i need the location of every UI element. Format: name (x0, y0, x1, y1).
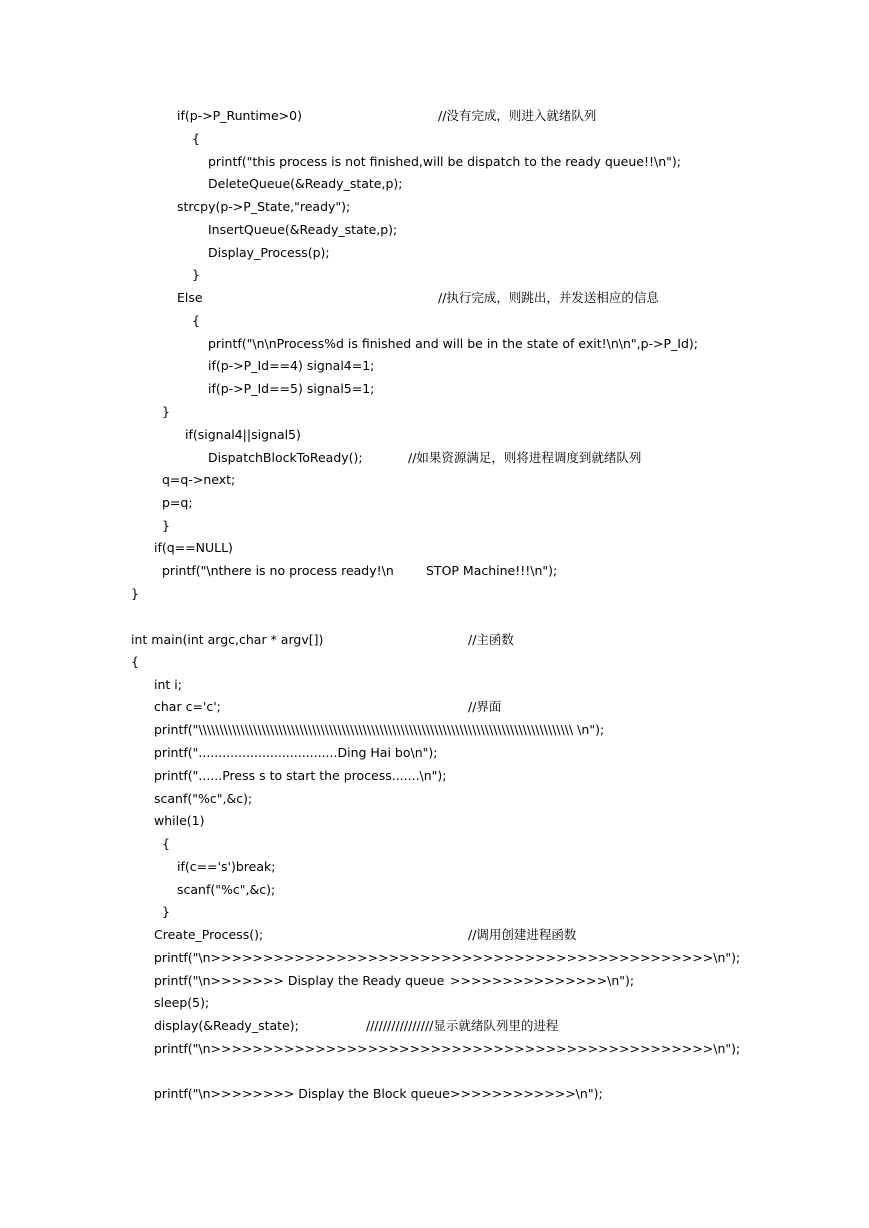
code-text: } (162, 904, 170, 919)
code-comment: //如果资源满足，则将进程调度到就绪队列 (408, 450, 642, 465)
code-text: if(signal4||signal5) (185, 427, 301, 442)
code-line (0, 743, 869, 763)
code-line (0, 948, 869, 968)
code-text: printf("\n>>>>>>>>>>>>>>>>>>>>>>>>>>>>>>>>>>>>>>>>>>>>>>>>\n"); (154, 950, 741, 965)
code-line (0, 288, 869, 308)
code-text: printf("this process is not finished,will be dispatch to the ready queue!!\n"); (208, 154, 681, 169)
code-line (0, 1016, 869, 1036)
code-text: if(p->P_Id==4) signal4=1; (208, 358, 375, 373)
code-text: printf("\n\nProcess%d is finished and will be in the state of exit!\n\n",p->P_Id); (208, 336, 699, 351)
code-text: printf("\\\\\\\\\\\\\\\\\\\\\\\\\\\\\\\\\\\\\\\\\\\\\\\\\\\\\\\\\\\\\\\\\\\\\\\\\\\\\\\\\\\\\\\\\ \n"); (154, 722, 605, 737)
code-text: if(q==NULL) (154, 540, 233, 555)
code-text: char c='c'; (154, 699, 221, 714)
code-text: q=q->next; (162, 472, 236, 487)
code-comment: //执行完成，则跳出，并发送相应的信息 (438, 290, 659, 305)
code-line (0, 174, 869, 194)
code-line (0, 857, 869, 877)
code-line (0, 720, 869, 740)
code-line (0, 402, 869, 422)
code-text: printf("......Press s to start the process.......\n"); (154, 768, 447, 783)
code-text: DeleteQueue(&Ready_state,p); (208, 176, 403, 191)
code-text: if(p->P_Id==5) signal5=1; (208, 381, 375, 396)
code-line (0, 675, 869, 695)
code-line (0, 129, 869, 149)
code-line (0, 197, 869, 217)
code-line (0, 1084, 869, 1104)
code-text: } (162, 404, 170, 419)
code-text: printf("\nthere is no process ready!\n (162, 563, 394, 578)
code-comment: //主函数 (468, 632, 514, 647)
code-text: while(1) (154, 813, 205, 828)
code-line (0, 152, 869, 172)
code-line (0, 925, 869, 945)
code-text: { (162, 836, 170, 851)
code-text: Create_Process(); (154, 927, 264, 942)
code-line (0, 425, 869, 445)
code-text: >>>>>>>>>>>>>>>\n"); (450, 973, 635, 988)
code-text: Display_Process(p); (208, 245, 330, 260)
code-line (0, 902, 869, 922)
code-line (0, 993, 869, 1013)
code-line (0, 470, 869, 490)
code-line (0, 834, 869, 854)
code-text: printf("...................................Ding Hai bo\n"); (154, 745, 438, 760)
code-text: } (162, 518, 170, 533)
code-text: display(&Ready_state); (154, 1018, 299, 1033)
code-text: Else (177, 290, 203, 305)
code-text: p=q; (162, 495, 193, 510)
code-line (0, 811, 869, 831)
code-line (0, 516, 869, 536)
code-line (0, 971, 869, 991)
code-line (0, 584, 869, 604)
code-line (0, 697, 869, 717)
code-line (0, 1039, 869, 1059)
code-line (0, 243, 869, 263)
code-line (0, 652, 869, 672)
code-line (0, 356, 869, 376)
code-line (0, 379, 869, 399)
code-line (0, 334, 869, 354)
code-text: { (192, 131, 200, 146)
code-text: printf("\n>>>>>>> Display the Ready queue (154, 973, 445, 988)
code-comment: //界面 (468, 699, 502, 714)
code-text: STOP Machine!!!\n"); (426, 563, 558, 578)
code-line (0, 448, 869, 468)
code-line (0, 789, 869, 809)
code-text: if(c=='s')break; (177, 859, 276, 874)
code-text: printf("\n>>>>>>>>>>>>>>>>>>>>>>>>>>>>>>>>>>>>>>>>>>>>>>>>\n"); (154, 1041, 741, 1056)
code-text: scanf("%c",&c); (177, 882, 276, 897)
code-text: if(p->P_Runtime>0) (177, 108, 302, 123)
code-text: } (131, 586, 139, 601)
code-line (0, 493, 869, 513)
code-comment: //调用创建进程函数 (468, 927, 577, 942)
code-line (0, 561, 869, 581)
code-line (0, 630, 869, 650)
code-text: } (192, 267, 200, 282)
code-text: scanf("%c",&c); (154, 791, 253, 806)
code-line (0, 265, 869, 285)
code-line (0, 220, 869, 240)
code-text: sleep(5); (154, 995, 210, 1010)
code-comment: //没有完成，则进入就绪队列 (438, 108, 597, 123)
code-text: strcpy(p->P_State,"ready"); (177, 199, 351, 214)
code-line (0, 766, 869, 786)
code-line (0, 106, 869, 126)
code-text: InsertQueue(&Ready_state,p); (208, 222, 398, 237)
code-text: printf("\n>>>>>>>> Display the Block queue (154, 1086, 450, 1101)
code-comment: ////////////////显示就绪队列里的进程 (366, 1018, 559, 1033)
code-line (0, 311, 869, 331)
code-text: int i; (154, 677, 182, 692)
code-text: { (131, 654, 139, 669)
code-line (0, 880, 869, 900)
code-text: >>>>>>>>>>>>\n"); (450, 1086, 603, 1101)
code-text: DispatchBlockToReady(); (208, 450, 363, 465)
code-text: { (192, 313, 200, 328)
code-line (0, 538, 869, 558)
code-text: int main(int argc,char * argv[]) (131, 632, 324, 647)
